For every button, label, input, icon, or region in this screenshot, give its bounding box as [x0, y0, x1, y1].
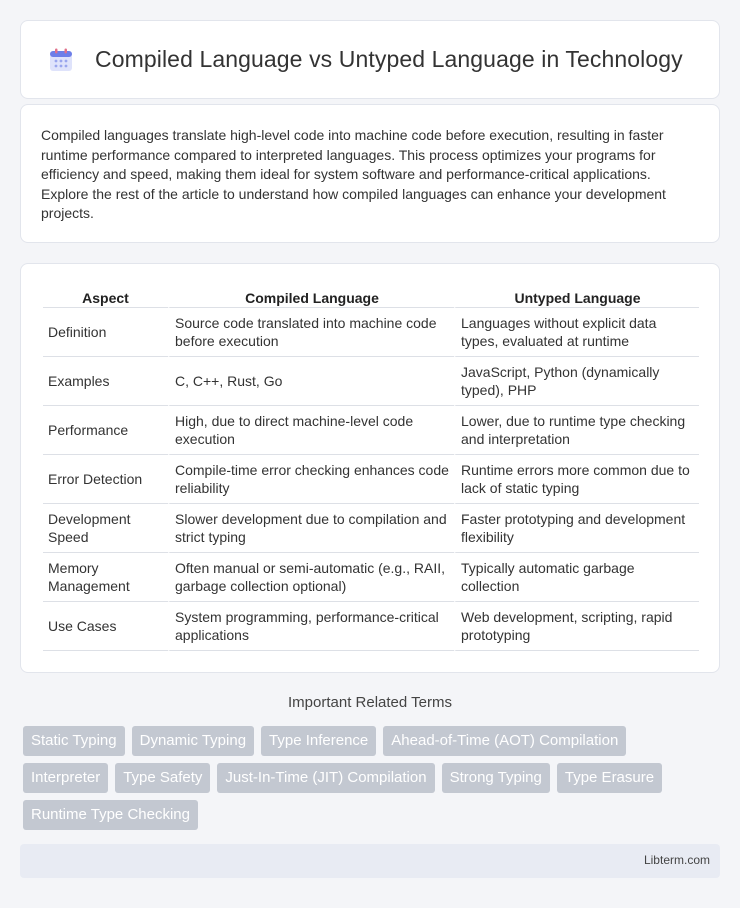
- untyped-cell: JavaScript, Python (dynamically typed), PHP: [454, 357, 699, 406]
- compiled-cell: Source code translated into machine code before execution: [168, 308, 454, 357]
- page-title: Compiled Language vs Untyped Language in Technology: [95, 46, 683, 72]
- table-row: [43, 357, 699, 406]
- compiled-cell: System programming, performance-critical applications: [168, 602, 454, 651]
- untyped-cell: Typically automatic garbage collection: [454, 553, 699, 602]
- calendar-icon: [48, 47, 74, 73]
- column-header-aspect: Aspect: [43, 286, 168, 308]
- aspect-cell: Definition: [43, 308, 168, 357]
- related-term-tag[interactable]: Ahead-of-Time (AOT) Compilation: [383, 726, 626, 756]
- aspect-cell: Use Cases: [43, 602, 168, 651]
- table-header-row: [43, 286, 699, 308]
- related-term-tag[interactable]: Interpreter: [23, 763, 108, 793]
- table-row: [43, 553, 699, 602]
- comparison-table: [43, 286, 699, 651]
- header-card: [20, 20, 720, 99]
- aspect-cell: Memory Management: [43, 553, 168, 602]
- related-term-tag[interactable]: Just-In-Time (JIT) Compilation: [217, 763, 434, 793]
- table-row: [43, 455, 699, 504]
- column-header-compiled: Compiled Language: [168, 286, 454, 308]
- footer-bar: [20, 844, 720, 878]
- untyped-cell: Runtime errors more common due to lack of static typing: [454, 455, 699, 504]
- untyped-cell: Languages without explicit data types, evaluated at runtime: [454, 308, 699, 357]
- compiled-cell: Slower development due to compilation and strict typing: [168, 504, 454, 553]
- aspect-cell: Development Speed: [43, 504, 168, 553]
- aspect-cell: Error Detection: [43, 455, 168, 504]
- related-term-tag[interactable]: Static Typing: [23, 726, 125, 756]
- compiled-cell: Often manual or semi-automatic (e.g., RAII, garbage collection optional): [168, 553, 454, 602]
- footer-site-link[interactable]: Libterm.com: [643, 853, 710, 867]
- column-header-untyped: Untyped Language: [454, 286, 699, 308]
- aspect-cell: Examples: [43, 357, 168, 406]
- comparison-table-card: [20, 263, 720, 673]
- related-terms-list: [23, 726, 703, 830]
- related-term-tag[interactable]: Dynamic Typing: [132, 726, 254, 756]
- compiled-cell: C, C++, Rust, Go: [168, 357, 454, 406]
- intro-paragraph: Compiled languages translate high-level code into machine code before execution, resulting in faster runtime performance compared to interpreted languages. This process optimizes your programs for efficiency and speed, making them ideal for system software and performance-critical applications. Explore the rest of the article to understand how compiled languages can enhance your development projects.: [41, 127, 666, 222]
- untyped-cell: Web development, scripting, rapid prototyping: [454, 602, 699, 651]
- intro-card: [20, 104, 720, 243]
- table-row: [43, 504, 699, 553]
- related-term-tag[interactable]: Runtime Type Checking: [23, 800, 198, 830]
- related-terms-heading: Important Related Terms: [288, 694, 452, 711]
- related-term-tag[interactable]: Type Erasure: [557, 763, 662, 793]
- aspect-cell: Performance: [43, 406, 168, 455]
- untyped-cell: Faster prototyping and development flexibility: [454, 504, 699, 553]
- table-row: [43, 406, 699, 455]
- compiled-cell: High, due to direct machine-level code execution: [168, 406, 454, 455]
- related-term-tag[interactable]: Type Safety: [115, 763, 210, 793]
- table-row: [43, 308, 699, 357]
- related-term-tag[interactable]: Strong Typing: [442, 763, 550, 793]
- compiled-cell: Compile-time error checking enhances code reliability: [168, 455, 454, 504]
- untyped-cell: Lower, due to runtime type checking and interpretation: [454, 406, 699, 455]
- table-row: [43, 602, 699, 651]
- related-term-tag[interactable]: Type Inference: [261, 726, 376, 756]
